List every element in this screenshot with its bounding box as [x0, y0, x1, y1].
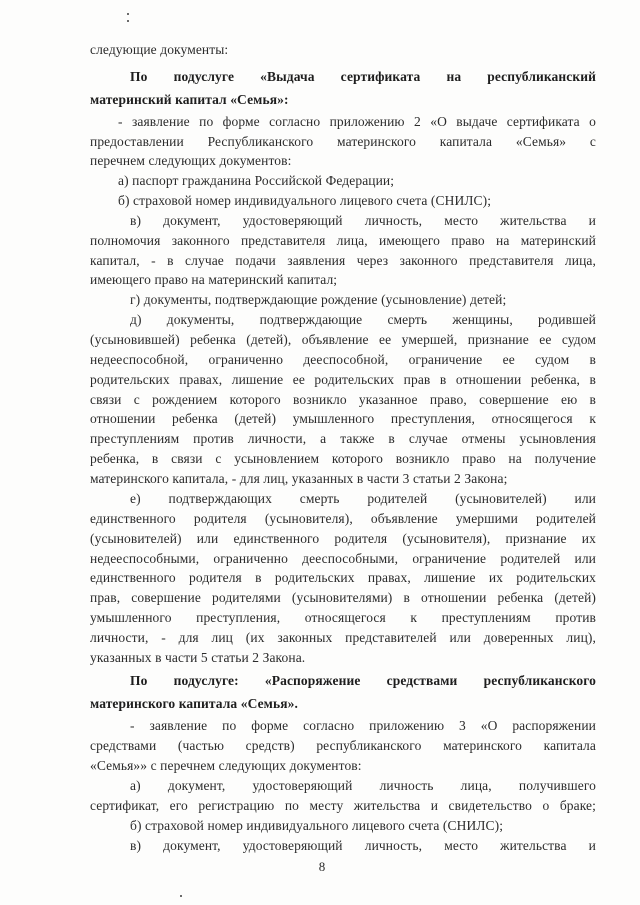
text-line: а) паспорт гражданина Российской Федерации; — [118, 173, 395, 188]
text-line: е) подтверждающих смерть родителей (усыновителей) или — [130, 491, 596, 506]
text-line: средствами (частью средств) республиканского материнского капитала — [90, 738, 596, 753]
text-line: преступлениям против личности, а также в случае отмены усыновления — [90, 431, 596, 446]
section-heading: материнского капитала «Семья». — [90, 696, 298, 711]
text-line: (усыновителей) или единственного родителя (усыновителя), признание их — [90, 531, 596, 546]
text-line: материнского капитала, - для лиц, указанных в части 3 статьи 2 Закона; — [90, 471, 508, 486]
text-line: сертификат, его регистрацию по месту жительства и свидетельство о браке; — [90, 798, 596, 813]
text-line: единственного родителя в родительских правах, лишение их родительских — [90, 570, 596, 585]
text-line: прав, совершение родителями (усыновителями) в отношении ребенка (детей) — [90, 590, 596, 605]
text-line: «Семья»» с перечнем следующих документов: — [90, 758, 362, 773]
text-line: единственного родителя (усыновителя), объявление умершими родителей — [90, 511, 596, 526]
text-line: б) страховой номер индивидуального лицевого счета (СНИЛС); — [130, 818, 504, 833]
text-line: ребенка, в связи с усыновлением которого возникло право на получение — [90, 451, 596, 466]
section-heading: материнский капитал «Семья»: — [90, 92, 289, 107]
text-line: родительских правах, лишение ее родительских прав в отношении ребенка, в — [90, 372, 596, 387]
page-number: 8 — [318, 859, 326, 874]
text-line: полномочия законного представителя лица, имеющего право на материнский — [90, 233, 596, 248]
text-line: указанных в части 5 статьи 2 Закона. — [90, 650, 306, 665]
text-line: имеющего право на материнский капитал; — [90, 272, 338, 287]
text-line: капитал, - в случае подачи заявления через законного представителя лица, — [90, 253, 596, 268]
text-line: предоставлении Республиканского материнского капитала «Семья» с — [90, 134, 596, 149]
text-line: связи с рождением которого возникло указанное право, совершение ею в — [90, 392, 596, 407]
text-line: в) документ, удостоверяющий личность, место жительства и — [130, 213, 596, 228]
text-line: недееспособной, ограниченно дееспособной, ограничение ее судом в — [90, 352, 596, 367]
scan-mark — [180, 895, 182, 897]
text-line: - заявление по форме согласно приложению 3 «О распоряжении — [130, 718, 596, 733]
text-line: перечнем следующих документов: — [90, 153, 292, 168]
text-line: отношении ребенка (детей) умышленного преступления, относящегося к — [90, 411, 596, 426]
text-line: недееспособными, ограниченно дееспособными, ограничение родителей или — [90, 551, 596, 566]
scan-mark — [127, 13, 129, 15]
text-line: личности, - для лиц (их законных представителей или доверенных лиц), — [90, 630, 596, 645]
section-heading: По подуслуге: «Распоряжение средствами республиканского — [130, 673, 596, 688]
text-line: (усыновившей) ребенка (детей), объявление ее умершей, признание ее судом — [90, 332, 596, 347]
section-heading: По подуслуге «Выдача сертификата на республиканский — [130, 69, 596, 84]
text-line: следующие документы: — [90, 42, 229, 57]
scan-mark — [127, 20, 129, 22]
text-line: - заявление по форме согласно приложению 2 «О выдаче сертификата о — [118, 114, 596, 129]
text-line: г) документы, подтверждающие рождение (усыновление) детей; — [130, 292, 507, 307]
text-line: а) документ, удостоверяющий личность лица, получившего — [130, 778, 596, 793]
text-line: д) документы, подтверждающие смерть женщины, родившей — [130, 312, 596, 327]
text-line: умышленного преступления, относящегося к преступлениям против — [90, 610, 596, 625]
text-line: б) страховой номер индивидуального лицевого счета (СНИЛС); — [118, 193, 492, 208]
text-line: в) документ, удостоверяющий личность, место жительства и — [130, 838, 596, 853]
